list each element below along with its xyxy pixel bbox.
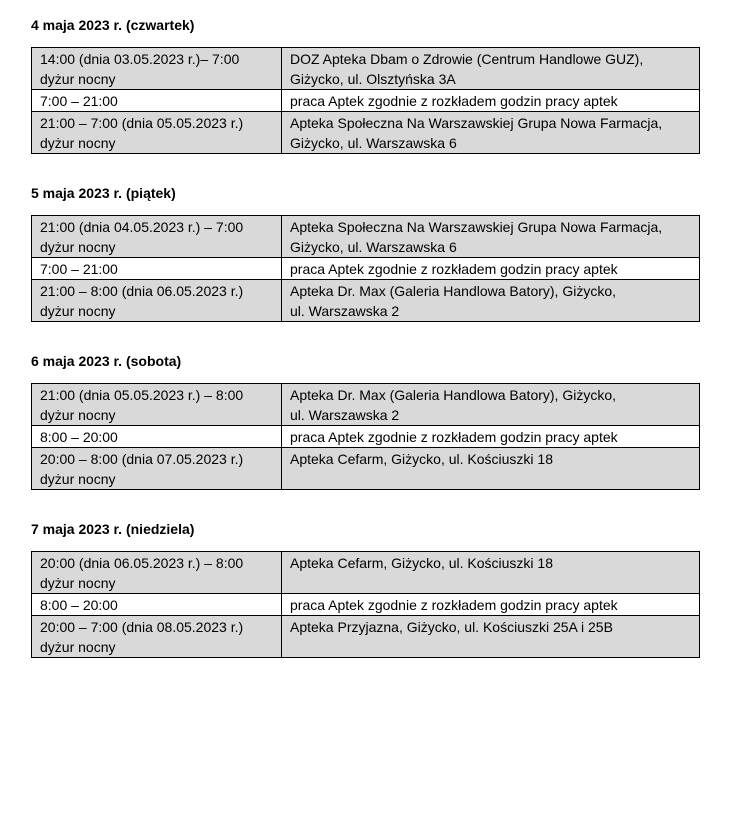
time-cell [32, 258, 282, 280]
day-section-3 [31, 352, 699, 487]
table-row [32, 616, 700, 658]
pharmacy-text: DOZ Apteka Dbam o Zdrowie (Centrum Handlowe GUZ), [290, 51, 644, 67]
time-text: 21:00 – 7:00 (dnia 05.05.2023 r.) [40, 115, 244, 131]
time-text: 20:00 (dnia 06.05.2023 r.) – 8:00 [40, 555, 244, 571]
shift-type-text: dyżur nocny [40, 303, 116, 319]
pharmacy-address-text: Giżycko, ul. Olsztyńska 3A [290, 71, 456, 87]
time-text: 8:00 – 20:00 [40, 429, 118, 445]
day-heading: 6 maja 2023 r. (sobota) [31, 353, 182, 369]
table-row [32, 48, 700, 90]
time-text: 21:00 (dnia 04.05.2023 r.) – 7:00 [40, 219, 244, 235]
table-row [32, 258, 700, 280]
day-heading: 7 maja 2023 r. (niedziela) [31, 521, 195, 537]
pharmacy-text: Apteka Cefarm, Giżycko, ul. Kościuszki 18 [290, 451, 553, 467]
pharmacy-text: praca Aptek zgodnie z rozkładem godzin pracy aptek [290, 261, 618, 277]
shift-type-text: dyżur nocny [40, 575, 116, 591]
time-text: 7:00 – 21:00 [40, 93, 118, 109]
time-text: 8:00 – 20:00 [40, 597, 118, 613]
time-cell [32, 426, 282, 448]
table-row [32, 552, 700, 594]
pharmacy-text: Apteka Przyjazna, Giżycko, ul. Kościuszki 25A i 25B [290, 619, 613, 635]
time-cell [32, 48, 282, 90]
time-text: 20:00 – 7:00 (dnia 08.05.2023 r.) [40, 619, 244, 635]
table-row [32, 112, 700, 154]
schedule-table [31, 215, 700, 322]
table-row [32, 216, 700, 258]
pharmacy-text: praca Aptek zgodnie z rozkładem godzin pracy aptek [290, 597, 618, 613]
time-text: 7:00 – 21:00 [40, 261, 118, 277]
day-heading: 4 maja 2023 r. (czwartek) [31, 17, 195, 33]
time-cell [32, 280, 282, 322]
time-cell [32, 594, 282, 616]
table-row [32, 448, 700, 490]
pharmacy-text: praca Aptek zgodnie z rozkładem godzin pracy aptek [290, 93, 618, 109]
pharmacy-text: Apteka Społeczna Na Warszawskiej Grupa Nowa Farmacja, [290, 115, 663, 131]
time-text: 21:00 – 8:00 (dnia 06.05.2023 r.) [40, 283, 244, 299]
table-row [32, 594, 700, 616]
pharmacy-cell [282, 216, 700, 258]
time-cell [32, 552, 282, 594]
pharmacy-text: Apteka Społeczna Na Warszawskiej Grupa Nowa Farmacja, [290, 219, 663, 235]
pharmacy-address-text: Giżycko, ul. Warszawska 6 [290, 239, 457, 255]
time-cell [32, 448, 282, 490]
time-cell [32, 90, 282, 112]
day-section-2 [31, 184, 699, 319]
shift-type-text: dyżur nocny [40, 135, 116, 151]
table-row [32, 90, 700, 112]
shift-type-text: dyżur nocny [40, 239, 116, 255]
table-row [32, 384, 700, 426]
pharmacy-cell [282, 280, 700, 322]
time-text: 14:00 (dnia 03.05.2023 r.)– 7:00 [40, 51, 240, 67]
pharmacy-address-text: Giżycko, ul. Warszawska 6 [290, 135, 457, 151]
pharmacy-text: Apteka Dr. Max (Galeria Handlowa Batory), Giżycko, [290, 283, 617, 299]
pharmacy-cell [282, 448, 700, 490]
schedule-table [31, 47, 700, 154]
shift-type-text: dyżur nocny [40, 639, 116, 655]
pharmacy-cell [282, 552, 700, 594]
pharmacy-cell [282, 90, 700, 112]
schedule-table [31, 383, 700, 490]
time-cell [32, 616, 282, 658]
time-cell [32, 384, 282, 426]
pharmacy-address-text: ul. Warszawska 2 [290, 303, 400, 319]
table-row [32, 280, 700, 322]
pharmacy-cell [282, 616, 700, 658]
pharmacy-address-text: ul. Warszawska 2 [290, 407, 400, 423]
pharmacy-cell [282, 384, 700, 426]
table-row [32, 426, 700, 448]
schedule-table [31, 551, 700, 658]
pharmacy-text: Apteka Dr. Max (Galeria Handlowa Batory), Giżycko, [290, 387, 617, 403]
pharmacy-text: praca Aptek zgodnie z rozkładem godzin pracy aptek [290, 429, 618, 445]
pharmacy-cell [282, 48, 700, 90]
pharmacy-cell [282, 426, 700, 448]
shift-type-text: dyżur nocny [40, 71, 116, 87]
day-section-1 [31, 16, 699, 151]
shift-type-text: dyżur nocny [40, 471, 116, 487]
time-text: 21:00 (dnia 05.05.2023 r.) – 8:00 [40, 387, 244, 403]
pharmacy-cell [282, 594, 700, 616]
pharmacy-text: Apteka Cefarm, Giżycko, ul. Kościuszki 18 [290, 555, 553, 571]
shift-type-text: dyżur nocny [40, 407, 116, 423]
pharmacy-cell [282, 112, 700, 154]
time-cell [32, 216, 282, 258]
time-cell [32, 112, 282, 154]
day-section-4 [31, 520, 699, 655]
time-text: 20:00 – 8:00 (dnia 07.05.2023 r.) [40, 451, 244, 467]
pharmacy-cell [282, 258, 700, 280]
day-heading: 5 maja 2023 r. (piątek) [31, 185, 176, 201]
